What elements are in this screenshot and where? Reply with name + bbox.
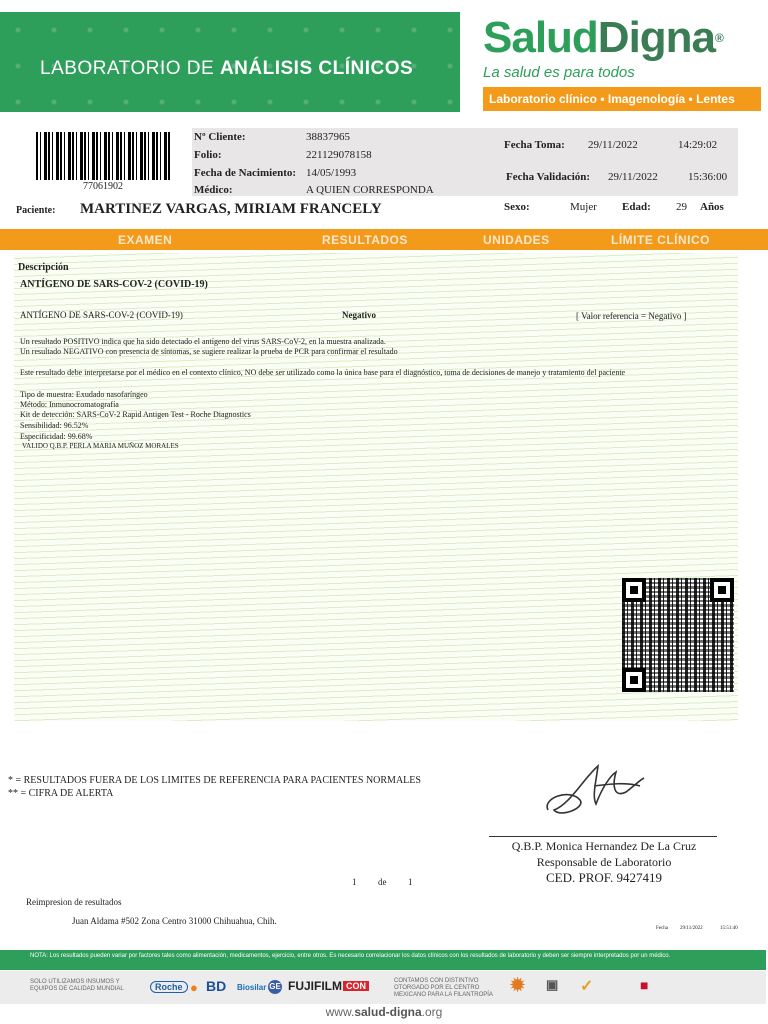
- nacimiento-label: Fecha de Nacimiento:: [194, 167, 297, 179]
- header-banner: [0, 12, 460, 112]
- check-seal-icon: ✓: [580, 978, 594, 995]
- method: Método: Inmunocromatografía: [20, 400, 119, 409]
- medico-value: A QUIEN CORRESPONDA: [306, 184, 434, 196]
- qr-finder-bottom-left: [622, 668, 646, 692]
- medico-label: Médico:: [194, 184, 233, 196]
- edad-label: Edad:: [622, 201, 651, 213]
- patient-info-box: [192, 128, 738, 196]
- fecha-toma-label: Fecha Toma:: [504, 139, 565, 151]
- cliente-value: 38837965: [306, 131, 350, 143]
- bd-icon: ●: [190, 980, 198, 995]
- signature: [540, 758, 650, 822]
- sponsor-biosilar: Biosilar: [237, 983, 267, 992]
- page-current: 1: [352, 877, 357, 887]
- sponsors-bar: [0, 971, 766, 1004]
- column-unidades: UNIDADES: [483, 233, 550, 247]
- column-limite: LÍMITE CLÍNICO: [611, 233, 710, 247]
- result-exam-name: ANTÍGENO DE SARS-COV-2 (COVID-19): [20, 310, 183, 320]
- print-label: Fecha: [656, 926, 668, 931]
- sexo-label: Sexo:: [504, 201, 530, 213]
- results-column-header: [0, 229, 768, 250]
- sexo-value: Mujer: [570, 201, 597, 213]
- page-of: de: [378, 877, 387, 887]
- paciente-label: Paciente:: [16, 205, 56, 216]
- page-total: 1: [408, 877, 413, 887]
- insumos-text: SOLO UTILIZAMOS INSUMOS Y EQUIPOS DE CALIDAD MUNDIAL: [30, 979, 124, 992]
- result-value: Negativo: [342, 310, 376, 320]
- results-panel: [14, 253, 738, 721]
- website-url[interactable]: www.salud-digna.org: [325, 1005, 443, 1019]
- qr-code: [622, 578, 734, 692]
- disclaimer-bar: NOTA: Los resultados pueden variar por factores tales como alimentación, medicamentos, ejercicio, entre otros. Es necesario correlacionar los datos clínicos con los resultados de laboratorio y deben ser siempre interpretados por un médico.: [0, 950, 766, 970]
- print-date: 29/11/2022: [680, 926, 703, 931]
- esr-seal-icon: ▣: [546, 977, 559, 992]
- sponsor-fujifilm: FUJIFILM: [288, 979, 342, 993]
- sponsor-bd: BD: [206, 978, 227, 994]
- detection-kit: Kit de detección: SARS-CoV-2 Rapid Antigen Test - Roche Diagnostics: [20, 410, 251, 419]
- services-banner: Laboratorio clínico • Imagenología • Lentes: [483, 87, 761, 111]
- sponsor-ge: GE: [268, 980, 282, 994]
- positive-explanation: Un resultado POSITIVO indica que ha sido detectado el antígeno del virus SARS-CoV-2, en la muestra analizada.: [20, 337, 386, 346]
- column-examen: EXAMEN: [118, 233, 173, 247]
- brand-logo: [483, 14, 768, 111]
- nacimiento-value: 14/05/1993: [306, 167, 357, 179]
- validated-by: VALIDO Q.B.P. PERLA MARIA MUÑOZ MORALES: [22, 442, 179, 450]
- out-of-range-note: * = RESULTADOS FUERA DE LOS LIMITES DE REFERENCIA PARA PACIENTES NORMALES: [8, 775, 421, 786]
- cemefi-seal-icon: ✹: [510, 975, 526, 995]
- hora-validacion-value: 15:36:00: [688, 171, 728, 183]
- alert-note: ** = CIFRA DE ALERTA: [8, 788, 114, 799]
- lab-title: LABORATORIO DE ANÁLISIS CLÍNICOS: [40, 58, 414, 79]
- test-title: ANTÍGENO DE SARS-COV-2 (COVID-19): [20, 279, 208, 290]
- fecha-validacion-value: 29/11/2022: [608, 171, 658, 183]
- interpretation-note: Este resultado debe interpretarse por el médico en el contexto clínico, NO debe ser utilizado como la única base para el diagnóstico, toma de decisiones de manejo y tratamiento del paciente: [20, 368, 626, 377]
- sponsor-roche: Roche: [150, 981, 188, 993]
- qr-finder-top-left: [622, 578, 646, 602]
- folio-value: 221129078158: [306, 149, 372, 161]
- specificity: Especificidad: 99.68%: [20, 432, 93, 441]
- red-seal-icon: ■: [640, 977, 649, 993]
- cliente-label: Nº Cliente:: [194, 131, 246, 143]
- lab-address: Juan Aldama #502 Zona Centro 31000 Chihuahua, Chih.: [72, 916, 277, 926]
- fecha-validacion-label: Fecha Validación:: [506, 171, 591, 183]
- signer-license: CED. PROF. 9427419: [546, 870, 662, 885]
- sponsor-con: CON: [343, 981, 369, 991]
- signature-line: [489, 836, 717, 837]
- signer-name: Q.B.P. Monica Hernandez De La Cruz: [511, 839, 697, 853]
- negative-explanation: Un resultado NEGATIVO con presencia de síntomas, se sugiere realizar la prueba de PCR para confirmar el resultado: [20, 347, 398, 356]
- edad-unit: Años: [700, 201, 724, 213]
- edad-value: 29: [676, 201, 687, 213]
- barcode-number: 77061902: [83, 181, 123, 192]
- reprint-label: Reimpresion de resultados: [26, 897, 122, 907]
- folio-label: Folio:: [194, 149, 222, 161]
- brand-wordmark: SaludDigna®: [483, 13, 723, 62]
- column-resultados: RESULTADOS: [322, 233, 408, 247]
- sample-type: Tipo de muestra: Exudado nasofaríngeo: [20, 390, 148, 399]
- paciente-name: MARTINEZ VARGAS, MIRIAM FRANCELY: [80, 201, 382, 217]
- qr-finder-top-right: [710, 578, 734, 602]
- sensitivity: Sensibilidad: 96.52%: [20, 421, 89, 430]
- reference-value: [ Valor referencia = Negativo ]: [576, 311, 687, 321]
- print-time: 15:51:40: [720, 926, 738, 931]
- brand-slogan: La salud es para todos: [483, 64, 635, 81]
- hora-toma-value: 14:29:02: [678, 139, 718, 151]
- barcode: [36, 132, 170, 180]
- fecha-toma-value: 29/11/2022: [588, 139, 638, 151]
- descripcion-label: Descripción: [18, 262, 69, 273]
- signer-role: Responsable de Laboratorio: [536, 855, 672, 869]
- distintivo-text: CONTAMOS CON DISTINTIVO OTORGADO POR EL CENTRO MEXICANO PARA LA FILANTROPÍA: [394, 978, 493, 998]
